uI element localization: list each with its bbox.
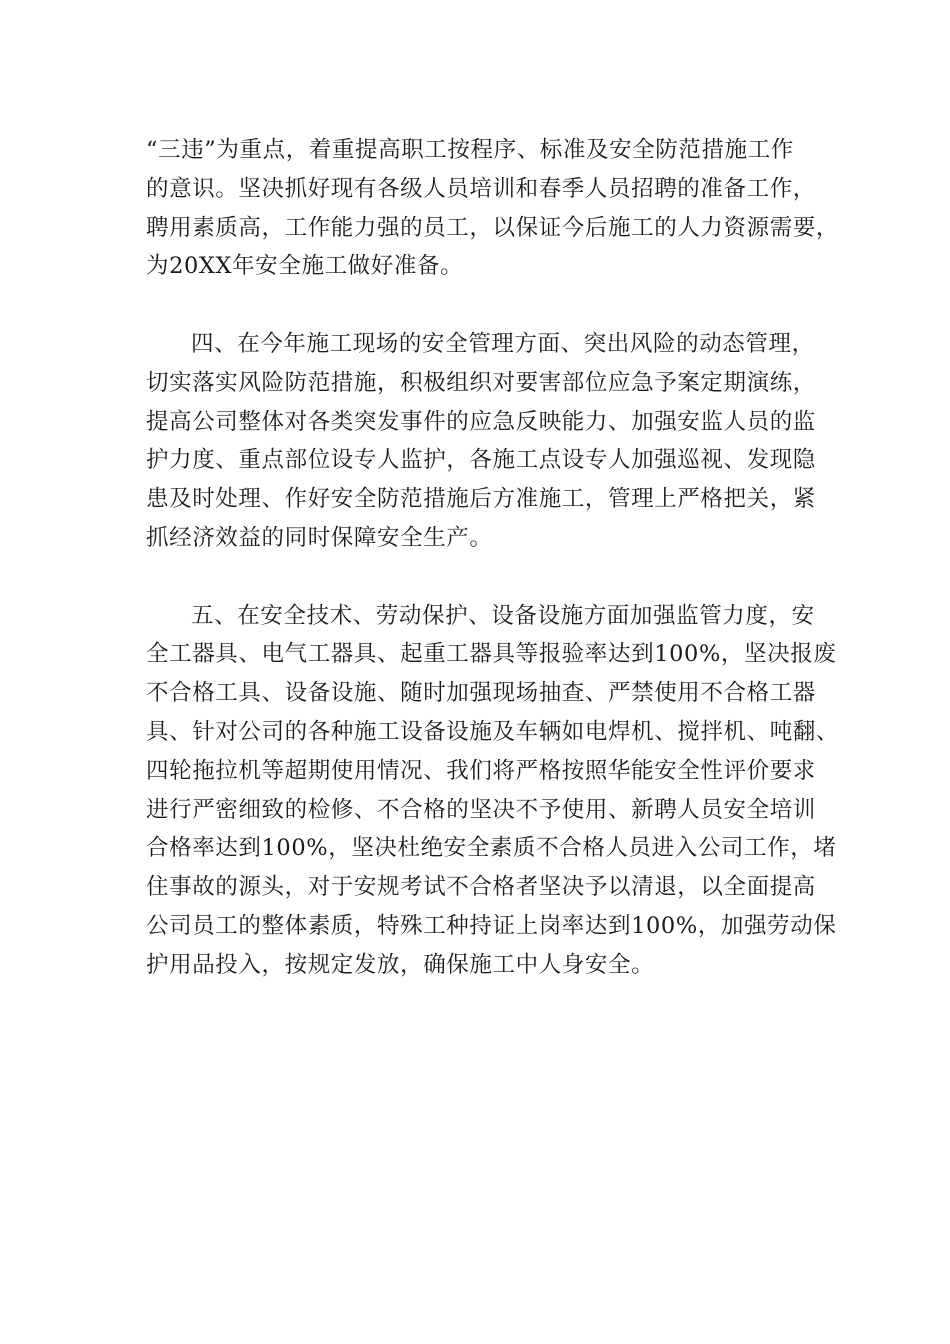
text-line: 抓经济效益的同时保障安全生产。	[146, 524, 493, 551]
document-body	[146, 131, 840, 985]
text-line: 具、针对公司的各种施工设备设施及车辆如电焊机、搅拌机、吨翻、	[146, 718, 840, 745]
paragraph-2	[146, 325, 826, 558]
text-line: 患及时处理、作好安全防范措施后方准施工，管理上严格把关，紧	[146, 486, 816, 513]
text-line: “三违”为重点，着重提高职工按程序、标准及安全防范措施工作	[146, 137, 794, 163]
text-line: 聘用素质高，工作能力强的员工，以保证今后施工的人力资源需要，	[146, 214, 840, 241]
text-line: 合格率达到100%，坚决杜绝安全素质不合格人员进入公司工作，堵	[146, 835, 837, 862]
text-line: 住事故的源头，对于安规考试不合格者坚决予以清退，以全面提高	[146, 874, 816, 901]
paragraph-spacer	[146, 558, 826, 597]
text-line: 全工器具、电气工器具、起重工器具等报验率达到100%，坚决报废	[146, 641, 837, 668]
paragraph-3	[146, 597, 840, 985]
text-line: 进行严密细致的检修、不合格的坚决不予使用、新聘人员安全培训	[146, 796, 816, 823]
text-line: 的意识。坚决抓好现有各级人员培训和春季人员招聘的准备工作，	[146, 175, 816, 202]
paragraph-1	[146, 131, 840, 286]
text-line-first: 五、在安全技术、劳动保护、设备设施方面加强监管力度，安	[191, 602, 815, 629]
text-line: 提高公司整体对各类突发事件的应急反映能力、加强安监人员的监	[146, 408, 816, 435]
text-line: 切实落实风险防范措施，积极组织对要害部位应急予案定期演练，	[146, 369, 816, 396]
text-line: 不合格工具、设备设施、随时加强现场抽查、严禁使用不合格工器	[146, 680, 816, 707]
text-line: 为20XX年安全施工做好准备。	[146, 253, 464, 280]
text-line: 护用品投入，按规定发放，确保施工中人身安全。	[146, 951, 655, 978]
text-line-first: 四、在今年施工现场的安全管理方面、突出风险的动态管理，	[191, 330, 815, 357]
text-line: 四轮拖拉机等超期使用情况、我们将严格按照华能安全性评价要求	[146, 757, 816, 784]
text-line: 公司员工的整体素质，特殊工种持证上岗率达到100%，加强劳动保	[146, 912, 837, 939]
paragraph-spacer	[146, 286, 826, 325]
text-line: 护力度、重点部位设专人监护，各施工点设专人加强巡视、发现隐	[146, 447, 816, 474]
